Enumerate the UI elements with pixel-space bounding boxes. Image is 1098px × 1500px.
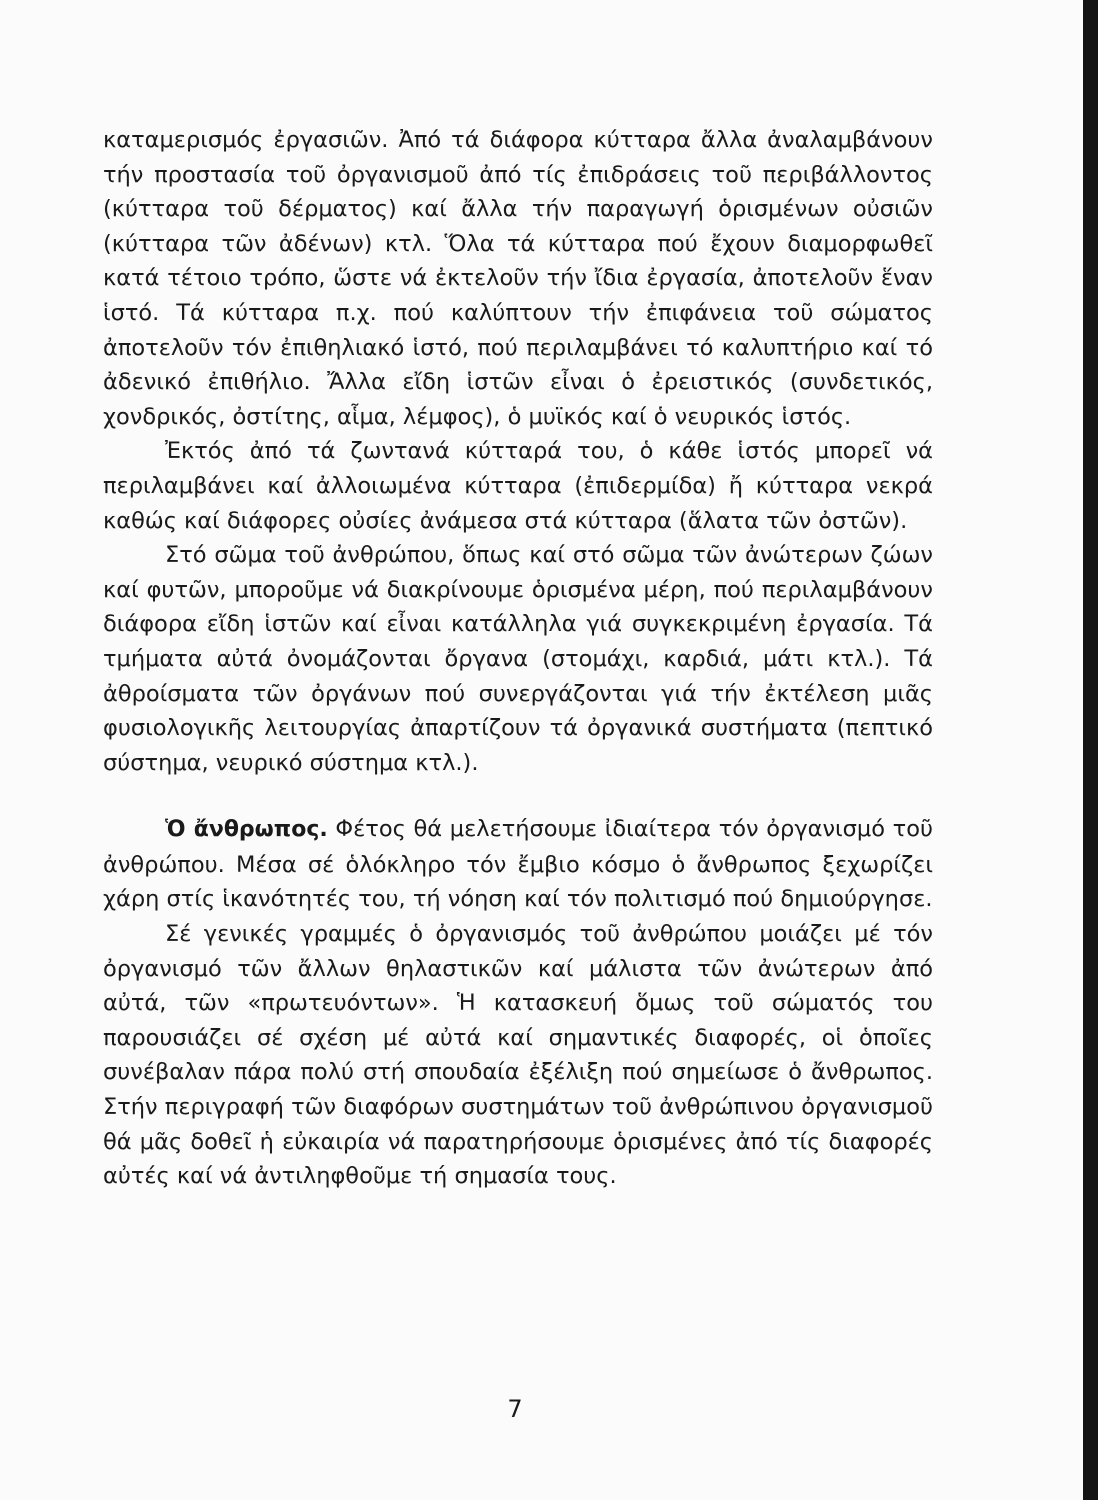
paragraph-tissues: καταμερισμός ἐργασιῶν. Ἀπό τά διάφορα κύτταρα ἄλλα ἀναλαμβάνουν τήν προστασία τοῦ ὀργανισμοῦ ἀπό τίς ἐπιδράσεις τοῦ περιβάλλοντος (κύτταρα τοῦ δέρματος) καί ἄλλα τήν παραγωγή ὁρισμένων οὐσιῶν (κύτταρα τῶν ἀδένων) κτλ. Ὅλα τά κύτταρα πού ἔχουν διαμορφωθεῖ κατά τέτοιο τρόπο, ὥστε νά ἐκτελοῦν τήν ἴδια ἐργασία, ἀποτελοῦν ἕναν ἱστό. Τά κύτταρα π.χ. πού καλύπτουν τήν ἐπιφάνεια τοῦ σώματος ἀποτελοῦν τόν ἐπιθηλιακό ἱστό, πού περιλαμβάνει τό καλυπτήριο καί τό ἀδενικό ἐπιθήλιο. Ἄλλα εἴδη ἱστῶν εἶναι ὁ ἐρειστικός (συνδετικός, χονδρικός, ὀστίτης, αἷμα, λέμφος), ὁ μυϊκός καί ὁ νευρικός ἱστός. bbox=[103, 127, 933, 430]
paragraph-cell-types: Ἐκτός ἀπό τά ζωντανά κύτταρά του, ὁ κάθε ἱστός μπορεῖ νά περιλαμβάνει καί ἀλλοιωμένα κύτταρα (ἐπιδερμίδα) ἤ κύτταρα νεκρά καθώς καί διάφορες οὐσίες ἀνάμεσα στά κύτταρα (ἅλατα τῶν ὀστῶν). bbox=[103, 438, 933, 534]
scan-edge bbox=[1083, 0, 1098, 1500]
page-number: 7 bbox=[507, 1395, 523, 1423]
text-column bbox=[103, 123, 933, 1194]
section-spacer bbox=[103, 780, 933, 812]
paragraph-organs: Στό σῶμα τοῦ ἀνθρώπου, ὅπως καί στό σῶμα τῶν ἀνώτερων ζώων καί φυτῶν, μποροῦμε νά διακρίνουμε ὁρισμένα μέρη, πού περιλαμβάνουν διάφορα εἴδη ἱστῶν καί εἶναι κατάλληλα γιά συγκεκριμένη ἐργασία. Τά τμήματα αὐτά ὀνομάζονται ὄργανα (στομάχι, καρδιά, μάτι κτλ.). Τά ἀθροίσματα τῶν ὀργάνων πού συνεργάζονται γιά τήν ἐκτέλεση μιᾶς φυσιολογικῆς λειτουργίας ἀπαρτίζουν τά ὀργανικά συστήματα (πεπτικό σύστημα, νευρικό σύστημα κτλ.). bbox=[103, 542, 933, 776]
section-intro: Φέτος θά μελετήσουμε ἰδιαίτερα τόν ὀργανισμό τοῦ ἀνθρώπου. Μέσα σέ ὁλόκληρο τόν ἔμβιο κόσμο ὁ ἄνθρωπος ξεχωρίζει χάρη στίς ἱκανότητές του, τή νόηση καί τόν πολιτισμό πού δημιούργησε. bbox=[103, 816, 934, 913]
section-heading: Ὁ ἄνθρωπος. bbox=[165, 817, 328, 843]
paragraph-human-body: Σέ γενικές γραμμές ὁ ὀργανισμός τοῦ ἀνθρώπου μοιάζει μέ τόν ὀργανισμό τῶν ἄλλων θηλαστικῶν καί μάλιστα τῶν ἀνώτερων ἀπό αὐτά, τῶν «πρωτευόντων». Ἡ κατασκευή ὅμως τοῦ σώματός του παρουσιάζει σέ σχέση μέ αὐτά καί σημαντικές διαφορές, οἱ ὁποῖες συνέβαλαν πάρα πολύ στή σπουδαία ἐξέλιξη πού σημείωσε ὁ ἄνθρωπος. Στήν περιγραφή τῶν διαφόρων συστημάτων τοῦ ἀνθρώπινου ὀργανισμοῦ θά μᾶς δοθεῖ ἡ εὐκαιρία νά παρατηρήσουμε ὁρισμένες ἀπό τίς διαφορές αὐτές καί νά ἀντιληφθοῦμε τή σημασία τους. bbox=[103, 921, 933, 1190]
section-human bbox=[103, 812, 933, 917]
